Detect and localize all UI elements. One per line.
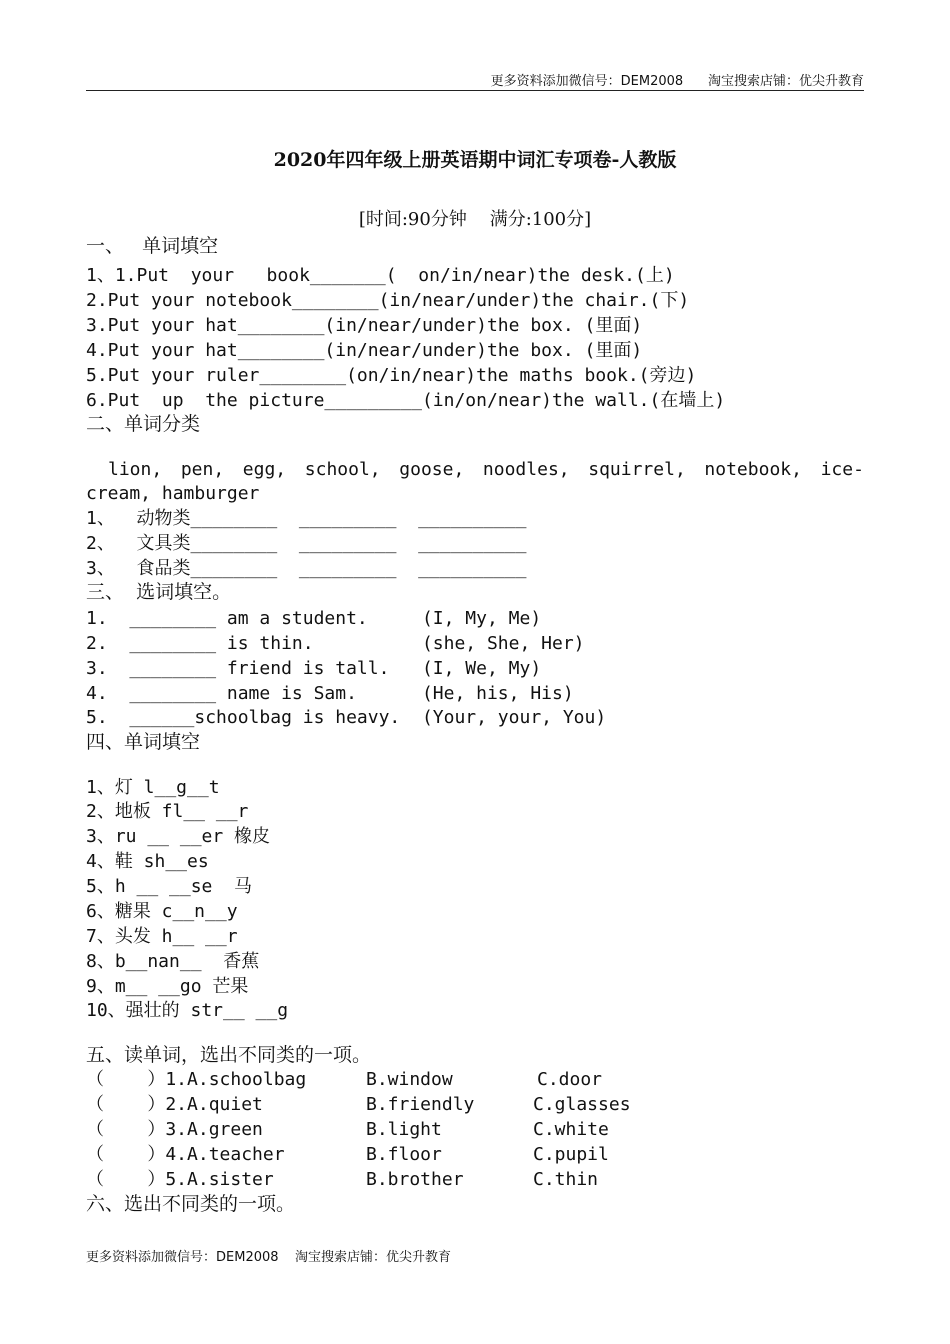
section5-option-b: B.friendly (366, 1094, 475, 1115)
section1-line: 3.Put your hat________(in/near/under)the box. (里面) (86, 315, 643, 336)
section5-option-c: C.white (533, 1119, 609, 1140)
section4-line: 1、灯 l__g__t (86, 777, 220, 798)
word-bank-word: notebook, (704, 459, 802, 480)
word-bank-word: egg, (242, 459, 287, 480)
section4-line: 10、强壮的 str__ __g (86, 1000, 289, 1021)
section5-question: （ ）2.A.quiet (86, 1094, 263, 1115)
section3-heading: 三、 选词填空。 (86, 581, 232, 603)
section5-question: （ ）4.A.teacher (86, 1144, 285, 1165)
section5-question: （ ）1.A.schoolbag (86, 1069, 307, 1090)
header-rule (86, 90, 864, 91)
section5-option-c: C.glasses (533, 1094, 631, 1115)
section3-line: 3. ________ friend is tall. (I, We, My) (86, 658, 542, 679)
word-bank-word: school, (304, 459, 381, 480)
section2-line: 3、 食品类________ _________ __________ (86, 558, 527, 579)
page-title: 2020年四年级上册英语期中词汇专项卷-人教版 (273, 149, 677, 171)
section5-option-b: B.window (366, 1069, 453, 1090)
section3-line: 5. ______schoolbag is heavy. (Your, your, You) (86, 707, 607, 728)
section5-question: （ ）3.A.green (86, 1119, 263, 1140)
section4-line: 3、ru __ __er 橡皮 (86, 826, 271, 847)
section1-line: 2.Put your notebook________(in/near/under)the chair.(下) (86, 290, 690, 311)
section5-question: （ ）5.A.sister (86, 1169, 274, 1190)
section5-option-b: B.floor (366, 1144, 442, 1165)
section5-option-c: C.pupil (533, 1144, 609, 1165)
word-bank-word: squirrel, (588, 459, 686, 480)
word-bank-word: lion, (108, 459, 163, 480)
section4-line: 5、h __ __se 马 (86, 876, 253, 897)
word-bank-word: goose, (399, 459, 465, 480)
section5-option-c: C.door (537, 1069, 603, 1090)
section1-line: 5.Put your ruler________(on/in/near)the maths book.(旁边) (86, 365, 697, 386)
section1-line: 6.Put up the picture_________(in/on/near)the wall.(在墙上) (86, 390, 726, 411)
section3-line: 4. ________ name is Sam. (He, his, His) (86, 683, 574, 704)
word-bank-row (86, 458, 864, 482)
section4-line: 7、头发 h__ __r (86, 926, 238, 947)
page-footer: 更多资料添加微信号：DEM2008 淘宝搜索店铺：优尖升教育 (86, 1250, 452, 1265)
section5-option-b: B.light (366, 1119, 442, 1140)
word-bank-row: cream, hamburger (86, 483, 260, 504)
section2-heading: 二、单词分类 (86, 413, 201, 435)
word-bank (86, 458, 864, 506)
section4-line: 8、b__nan__ 香蕉 (86, 951, 260, 972)
section4-line: 4、鞋 sh__es (86, 851, 209, 872)
section3-line: 1. ________ am a student. (I, My, Me) (86, 608, 542, 629)
section5-option-b: B.brother (366, 1169, 464, 1190)
word-bank-word: pen, (180, 459, 225, 480)
word-bank-word: noodles, (482, 459, 570, 480)
page-header: 更多资料添加微信号：DEM2008 淘宝搜索店铺：优尖升教育 (490, 74, 864, 89)
section5-heading: 五、读单词，选出不同类的一项。 (86, 1044, 372, 1066)
section5-option-c: C.thin (533, 1169, 599, 1190)
word-bank-word: ice- (820, 459, 864, 480)
section1-line: 1、1.Put your book_______( on/in/near)the desk.(上) (86, 265, 675, 286)
section1-line: 4.Put your hat________(in/near/under)the box. (里面) (86, 340, 643, 361)
section4-line: 6、糖果 c__n__y (86, 901, 238, 922)
section2-line: 1、 动物类________ _________ __________ (86, 508, 527, 529)
section3-line: 2. ________ is thin. (she, She, Her) (86, 633, 585, 654)
section4-heading: 四、单词填空 (86, 731, 201, 753)
section6-heading: 六、选出不同类的一项。 (86, 1193, 296, 1215)
section4-line: 2、地板 fl__ __r (86, 801, 249, 822)
section4-line: 9、m__ __go 芒果 (86, 976, 249, 997)
section2-line: 2、 文具类________ _________ __________ (86, 533, 527, 554)
section1-heading: 一、 单词填空 (86, 235, 219, 257)
exam-meta: [时间:90分钟 满分:100分] (358, 209, 592, 230)
